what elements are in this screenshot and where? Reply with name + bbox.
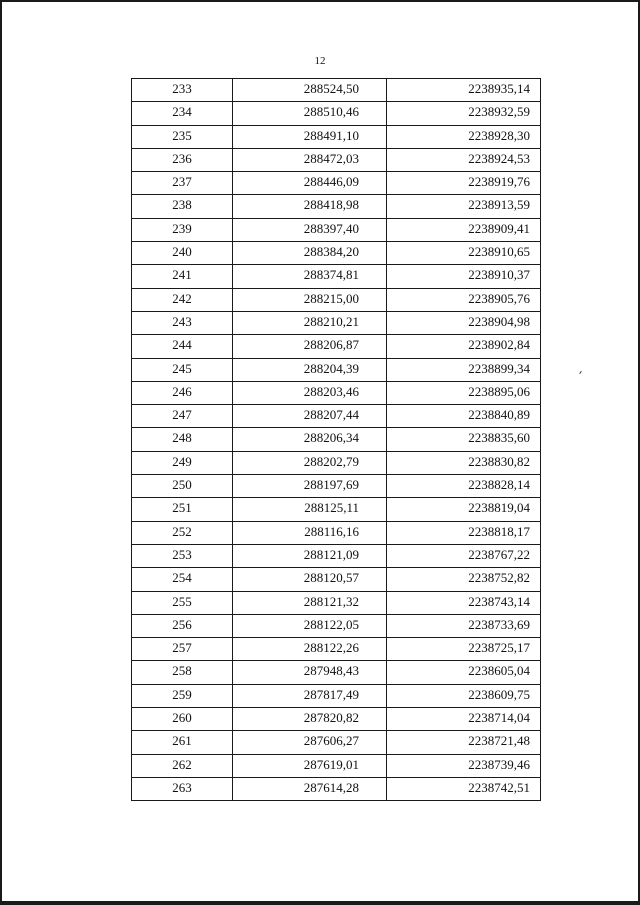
x-coordinate-cell: 288121,09 — [233, 544, 387, 567]
point-number-cell: 245 — [132, 358, 233, 381]
y-coordinate-cell: 2238904,98 — [387, 311, 541, 334]
x-coordinate-cell: 288206,34 — [233, 428, 387, 451]
x-coordinate-cell: 288204,39 — [233, 358, 387, 381]
point-number-cell: 255 — [132, 591, 233, 614]
x-coordinate-cell: 288125,11 — [233, 498, 387, 521]
point-number-cell: 254 — [132, 568, 233, 591]
point-number-cell: 244 — [132, 335, 233, 358]
table-row — [132, 218, 541, 241]
y-coordinate-cell: 2238830,82 — [387, 451, 541, 474]
x-coordinate-cell: 287619,01 — [233, 754, 387, 777]
table-row — [132, 265, 541, 288]
y-coordinate-cell: 2238739,46 — [387, 754, 541, 777]
x-coordinate-cell: 288374,81 — [233, 265, 387, 288]
table-row — [132, 521, 541, 544]
table-row — [132, 311, 541, 334]
table-row — [132, 195, 541, 218]
y-coordinate-cell: 2238714,04 — [387, 708, 541, 731]
y-coordinate-cell: 2238733,69 — [387, 614, 541, 637]
x-coordinate-cell: 288384,20 — [233, 242, 387, 265]
point-number-cell: 259 — [132, 684, 233, 707]
x-coordinate-cell: 287817,49 — [233, 684, 387, 707]
x-coordinate-cell: 288207,44 — [233, 405, 387, 428]
page-number: 12 — [314, 55, 326, 67]
point-number-cell: 251 — [132, 498, 233, 521]
scan-speck — [579, 371, 582, 374]
point-number-cell: 234 — [132, 102, 233, 125]
x-coordinate-cell: 287948,43 — [233, 661, 387, 684]
table-row — [132, 708, 541, 731]
y-coordinate-cell: 2238909,41 — [387, 218, 541, 241]
table-row — [132, 172, 541, 195]
y-coordinate-cell: 2238905,76 — [387, 288, 541, 311]
y-coordinate-cell: 2238828,14 — [387, 475, 541, 498]
y-coordinate-cell: 2238895,06 — [387, 381, 541, 404]
point-number-cell: 242 — [132, 288, 233, 311]
table-row — [132, 498, 541, 521]
y-coordinate-cell: 2238743,14 — [387, 591, 541, 614]
table-row — [132, 591, 541, 614]
y-coordinate-cell: 2238818,17 — [387, 521, 541, 544]
point-number-cell: 236 — [132, 148, 233, 171]
table-row — [132, 335, 541, 358]
table-row — [132, 544, 541, 567]
point-number-cell: 235 — [132, 125, 233, 148]
x-coordinate-cell: 288397,40 — [233, 218, 387, 241]
x-coordinate-cell: 288120,57 — [233, 568, 387, 591]
scan-border-bottom — [0, 901, 640, 905]
y-coordinate-cell: 2238928,30 — [387, 125, 541, 148]
x-coordinate-cell: 288121,32 — [233, 591, 387, 614]
point-number-cell: 262 — [132, 754, 233, 777]
y-coordinate-cell: 2238935,14 — [387, 79, 541, 102]
y-coordinate-cell: 2238767,22 — [387, 544, 541, 567]
point-number-cell: 243 — [132, 311, 233, 334]
coordinates-table — [131, 78, 541, 801]
x-coordinate-cell: 288203,46 — [233, 381, 387, 404]
x-coordinate-cell: 287820,82 — [233, 708, 387, 731]
point-number-cell: 252 — [132, 521, 233, 544]
point-number-cell: 257 — [132, 638, 233, 661]
x-coordinate-cell: 288202,79 — [233, 451, 387, 474]
x-coordinate-cell: 288446,09 — [233, 172, 387, 195]
point-number-cell: 248 — [132, 428, 233, 451]
table-row — [132, 358, 541, 381]
x-coordinate-cell: 288215,00 — [233, 288, 387, 311]
point-number-cell: 239 — [132, 218, 233, 241]
y-coordinate-cell: 2238835,60 — [387, 428, 541, 451]
point-number-cell: 258 — [132, 661, 233, 684]
point-number-cell: 261 — [132, 731, 233, 754]
x-coordinate-cell: 288524,50 — [233, 79, 387, 102]
y-coordinate-cell: 2238902,84 — [387, 335, 541, 358]
y-coordinate-cell: 2238910,37 — [387, 265, 541, 288]
x-coordinate-cell: 288122,05 — [233, 614, 387, 637]
y-coordinate-cell: 2238819,04 — [387, 498, 541, 521]
x-coordinate-cell: 288122,26 — [233, 638, 387, 661]
point-number-cell: 246 — [132, 381, 233, 404]
point-number-cell: 256 — [132, 614, 233, 637]
table-row — [132, 428, 541, 451]
x-coordinate-cell: 288491,10 — [233, 125, 387, 148]
y-coordinate-cell: 2238924,53 — [387, 148, 541, 171]
x-coordinate-cell: 288206,87 — [233, 335, 387, 358]
point-number-cell: 241 — [132, 265, 233, 288]
y-coordinate-cell: 2238840,89 — [387, 405, 541, 428]
point-number-cell: 263 — [132, 777, 233, 800]
table-row — [132, 381, 541, 404]
table-row — [132, 661, 541, 684]
scan-border-top — [0, 0, 640, 2]
x-coordinate-cell: 288472,03 — [233, 148, 387, 171]
point-number-cell: 253 — [132, 544, 233, 567]
table-row — [132, 451, 541, 474]
table-row — [132, 288, 541, 311]
x-coordinate-cell: 288116,16 — [233, 521, 387, 544]
y-coordinate-cell: 2238725,17 — [387, 638, 541, 661]
coordinates-table-body — [132, 79, 541, 801]
y-coordinate-cell: 2238899,34 — [387, 358, 541, 381]
table-row — [132, 731, 541, 754]
table-row — [132, 754, 541, 777]
table-row — [132, 614, 541, 637]
point-number-cell: 247 — [132, 405, 233, 428]
x-coordinate-cell: 287614,28 — [233, 777, 387, 800]
table-row — [132, 684, 541, 707]
y-coordinate-cell: 2238910,65 — [387, 242, 541, 265]
x-coordinate-cell: 288418,98 — [233, 195, 387, 218]
y-coordinate-cell: 2238721,48 — [387, 731, 541, 754]
x-coordinate-cell: 287606,27 — [233, 731, 387, 754]
x-coordinate-cell: 288210,21 — [233, 311, 387, 334]
point-number-cell: 249 — [132, 451, 233, 474]
x-coordinate-cell: 288510,46 — [233, 102, 387, 125]
table-row — [132, 568, 541, 591]
point-number-cell: 260 — [132, 708, 233, 731]
point-number-cell: 238 — [132, 195, 233, 218]
point-number-cell: 237 — [132, 172, 233, 195]
y-coordinate-cell: 2238609,75 — [387, 684, 541, 707]
table-row — [132, 125, 541, 148]
y-coordinate-cell: 2238913,59 — [387, 195, 541, 218]
point-number-cell: 250 — [132, 475, 233, 498]
scan-border-left — [0, 0, 2, 905]
point-number-cell: 233 — [132, 79, 233, 102]
table-row — [132, 405, 541, 428]
y-coordinate-cell: 2238932,59 — [387, 102, 541, 125]
table-row — [132, 475, 541, 498]
y-coordinate-cell: 2238742,51 — [387, 777, 541, 800]
table-row — [132, 79, 541, 102]
y-coordinate-cell: 2238752,82 — [387, 568, 541, 591]
table-row — [132, 638, 541, 661]
table-row — [132, 102, 541, 125]
point-number-cell: 240 — [132, 242, 233, 265]
table-row — [132, 777, 541, 800]
x-coordinate-cell: 288197,69 — [233, 475, 387, 498]
table-row — [132, 148, 541, 171]
y-coordinate-cell: 2238919,76 — [387, 172, 541, 195]
y-coordinate-cell: 2238605,04 — [387, 661, 541, 684]
table-row — [132, 242, 541, 265]
